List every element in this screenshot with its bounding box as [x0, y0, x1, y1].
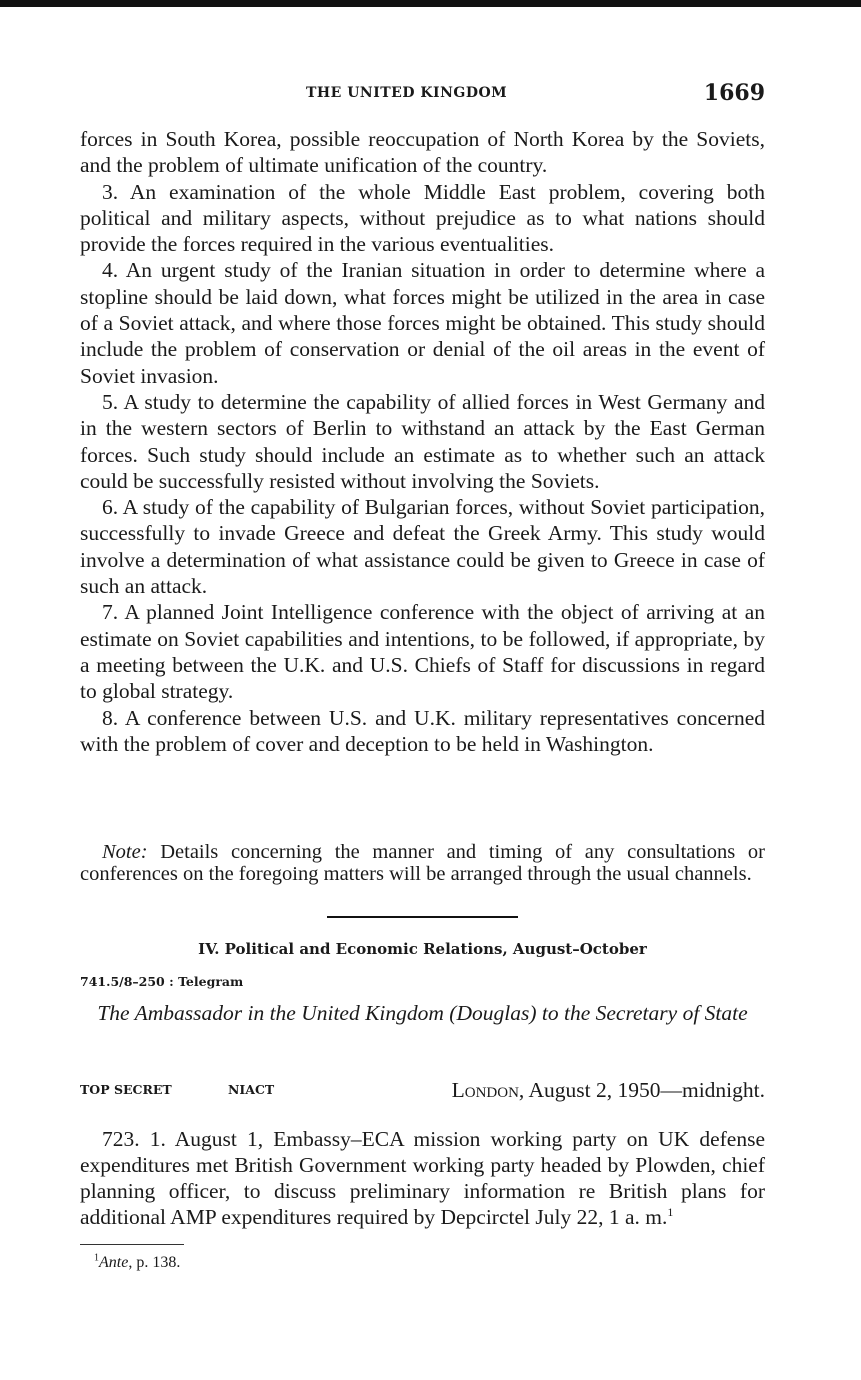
- paragraph-item-8: 8. A conference between U.S. and U.K. military representatives concerned with the problem of cover and deception to be held in Washington.: [80, 705, 765, 756]
- note-paragraph: [80, 841, 765, 886]
- footnote-source: Ante: [99, 1254, 129, 1271]
- running-head-title: THE UNITED KINGDOM: [306, 85, 508, 101]
- dateline: [452, 1078, 765, 1103]
- section-heading: IV. Political and Economic Relations, August–October: [198, 940, 647, 958]
- telegram-header: [80, 1078, 765, 1102]
- footnote-page: , p. 138.: [128, 1254, 181, 1271]
- paragraph-item-3: 3. An examination of the whole Middle East problem, covering both political and military aspects, without prejudice as to what nations should provide the forces required in the various eventualities.: [80, 179, 765, 257]
- note-text: Details concerning the manner and timing of any consultations or conferences on the foregoing matters will be arranged through the usual channels.: [80, 840, 765, 885]
- page-number: 1669: [703, 80, 765, 106]
- telegram-body: [80, 1126, 765, 1231]
- top-scan-border: [0, 0, 861, 7]
- footnote: [94, 1254, 180, 1272]
- dateline-date: , August 2, 1950—midnight.: [518, 1078, 765, 1102]
- paragraph-item-4: 4. An urgent study of the Iranian situation in order to determine where a stopline should be laid down, what forces might be utilized in the area in case of a Soviet attack, and where those forces might be obtained. This study should include the problem of conservation or denial of the oil areas in the event of Soviet invasion.: [80, 258, 765, 388]
- body-text: [80, 126, 765, 757]
- paragraph-item-6: 6. A study of the capability of Bulgarian forces, without Soviet participation, successfully to invade Greece and defeat the Greek Army. This study would involve a determination of what assistance could be given to Greece in case of such an attack.: [80, 495, 765, 599]
- document-title: The Ambassador in the United Kingdom (Douglas) to the Secretary of State: [97, 1001, 748, 1025]
- running-head: [80, 80, 765, 110]
- dateline-place: London: [451, 1078, 519, 1102]
- document-reference: 741.5/8–250 : Telegram: [80, 974, 244, 989]
- priority-label: NIACT: [228, 1082, 275, 1097]
- telegram-text: 723. 1. August 1, Embassy–ECA mission working party on UK defense expenditures met British Government working party headed by Plowden, chief planning officer, to discuss preliminary information re British plans for additional AMP expenditures required by Depcirctel July 22, 1 a. m.: [80, 1126, 765, 1230]
- section-divider: [327, 916, 518, 918]
- paragraph-continuation: forces in South Korea, possible reoccupation of North Korea by the Soviets, and the problem of ultimate unification of the country.: [80, 127, 765, 178]
- paragraph-item-5: 5. A study to determine the capability of allied forces in West Germany and in the western sectors of Berlin to withstand an attack by the East German forces. Such study should include an estimate as to whether such an attack could be successfully resisted without involving the Soviets.: [80, 389, 765, 493]
- paragraph-item-7: 7. A planned Joint Intelligence conference with the object of arriving at an estimate on Soviet capabilities and intentions, to be followed, if appropriate, by a meeting between the U.K. and U.S. Chiefs of Staff for discussions in regard to global strategy.: [80, 600, 765, 704]
- footnote-rule: [80, 1244, 184, 1245]
- footnote-reference: 1: [667, 1205, 674, 1220]
- note-label: Note:: [102, 840, 148, 863]
- classification-label: TOP SECRET: [80, 1082, 172, 1097]
- footnote-marker: 1: [94, 1252, 99, 1264]
